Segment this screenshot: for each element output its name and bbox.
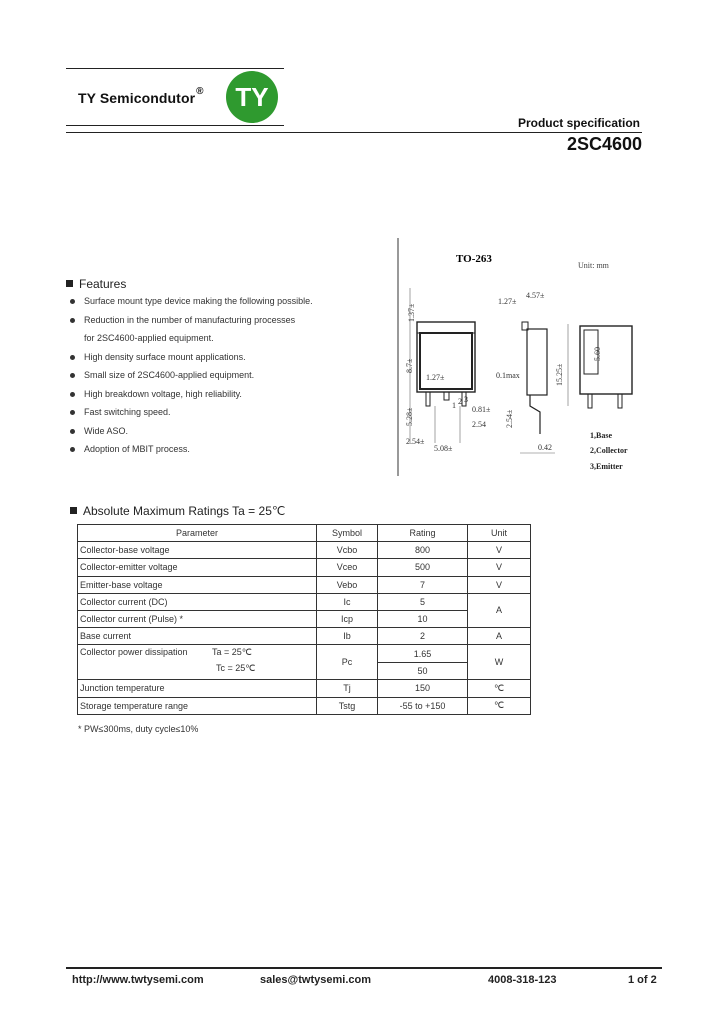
table-cell: 5: [378, 593, 468, 610]
table-cell: ℃: [468, 697, 531, 714]
package-drawing: [390, 238, 650, 476]
table-cell: Collector-emitter voltage: [78, 559, 317, 576]
table-header-row: [78, 525, 531, 542]
table-row: [78, 610, 531, 627]
pin-label: 3,Emitter: [590, 462, 623, 471]
table-cell: Ic: [317, 593, 378, 610]
dim-label: 0.42: [538, 443, 552, 452]
unit-label: Unit: mm: [578, 261, 609, 270]
table-cell: Icp: [317, 610, 378, 627]
table-cell: Emitter-base voltage: [78, 576, 317, 593]
dim-label: 4.57±: [526, 291, 545, 300]
dim-label: 1.27±: [498, 297, 517, 306]
dim-label: 5.08±: [434, 444, 453, 453]
table-cell: 2: [378, 628, 468, 645]
column-header: Unit: [468, 525, 531, 542]
features-title: Features: [66, 277, 126, 291]
pin-label: 2,Collector: [590, 446, 628, 455]
table-cell: 7: [378, 576, 468, 593]
page-number: 1 of 2: [628, 974, 657, 986]
table-cell: -55 to +150: [378, 697, 468, 714]
dim-label: 1.27±: [426, 373, 445, 382]
list-item: Small size of 2SC4600-applied equipment.: [70, 370, 313, 389]
column-header: Parameter: [78, 525, 317, 542]
table-cell: Tstg: [317, 697, 378, 714]
column-header: Rating: [378, 525, 468, 542]
table-row: [78, 542, 531, 559]
table-cell: A: [468, 628, 531, 645]
dim-label: 2.54±: [505, 409, 514, 428]
table-cell: Junction temperature: [78, 680, 317, 697]
package-name: TO-263: [456, 253, 492, 265]
table-cell: Pc: [317, 645, 378, 680]
table-cell: Ib: [317, 628, 378, 645]
table-cell: Vceo: [317, 559, 378, 576]
pin-label: 1,Base: [590, 431, 612, 440]
dim-label: 2.54±: [406, 437, 425, 446]
dim-label: 0.81±: [472, 405, 491, 414]
header-main-rule: [66, 132, 642, 133]
table-cell: V: [468, 542, 531, 559]
dim-label: 0.1max: [496, 371, 520, 380]
features-list: [70, 296, 313, 463]
table-cell: Collector power dissipation Ta = 25℃ Tc = 25℃: [78, 645, 317, 680]
dim-label: 15.25±: [555, 363, 564, 386]
footer-website-link[interactable]: http://www.twtysemi.com: [72, 974, 204, 986]
footer-rule: [66, 967, 662, 969]
pin-number: 3: [464, 395, 468, 404]
ratings-footnote: * PW≤300ms, duty cycle≤10%: [78, 724, 199, 734]
header-under-rule: [66, 125, 284, 126]
list-item: Surface mount type device making the following possible.: [70, 296, 313, 315]
header-top-rule: [66, 68, 284, 69]
table-cell: Tj: [317, 680, 378, 697]
table-row: [78, 645, 531, 663]
list-item: High density surface mount applications.: [70, 352, 313, 371]
ratings-table: [77, 524, 531, 715]
column-header: Symbol: [317, 525, 378, 542]
table-cell: 10: [378, 610, 468, 627]
table-row: [78, 559, 531, 576]
brand-name: TY Semicondutor®: [78, 86, 204, 106]
footer-phone: 4008-318-123: [488, 974, 557, 986]
footer-email-link[interactable]: sales@twtysemi.com: [260, 974, 371, 986]
ty-logo: TY: [226, 71, 278, 123]
table-cell: ℃: [468, 680, 531, 697]
table-cell: Storage temperature range: [78, 697, 317, 714]
part-number: 2SC4600: [566, 134, 642, 154]
pin-number: 2: [458, 397, 462, 406]
table-cell: A: [468, 593, 531, 627]
table-cell: 500: [378, 559, 468, 576]
table-row: [78, 576, 531, 593]
ratings-title: Absolute Maximum Ratings Ta = 25℃: [70, 504, 285, 518]
list-item: for 2SC4600-applied equipment.: [84, 333, 214, 343]
table-cell: 800: [378, 542, 468, 559]
table-row: [78, 680, 531, 697]
table-cell: V: [468, 559, 531, 576]
list-item: Fast switching speed.: [70, 407, 313, 426]
table-cell: V: [468, 576, 531, 593]
table-row: [78, 628, 531, 645]
dim-label: 5.60: [593, 347, 602, 361]
dim-label: 2.54: [472, 420, 486, 429]
table-cell: 50: [378, 662, 468, 680]
table-cell: Vebo: [317, 576, 378, 593]
table-cell: Base current: [78, 628, 317, 645]
table-cell: 150: [378, 680, 468, 697]
table-cell: Collector current (DC): [78, 593, 317, 610]
table-row: [78, 697, 531, 714]
table-cell: Collector-base voltage: [78, 542, 317, 559]
list-item: Reduction in the number of manufacturing processes: [70, 315, 313, 334]
table-cell: Vcbo: [317, 542, 378, 559]
list-item: High breakdown voltage, high reliability.: [70, 389, 313, 408]
dim-label: 5.28±: [405, 407, 414, 426]
table-row: [78, 593, 531, 610]
dim-label: 8.7±: [405, 358, 414, 373]
doc-type: Product specification: [517, 116, 640, 130]
dim-label: 1.37±: [407, 303, 416, 322]
table-cell: Collector current (Pulse) *: [78, 610, 317, 627]
list-item: Wide ASO.: [70, 426, 313, 445]
pin-number: 1: [452, 401, 456, 410]
table-cell: 1.65: [378, 645, 468, 663]
table-cell: W: [468, 645, 531, 680]
list-item: Adoption of MBIT process.: [70, 444, 313, 463]
